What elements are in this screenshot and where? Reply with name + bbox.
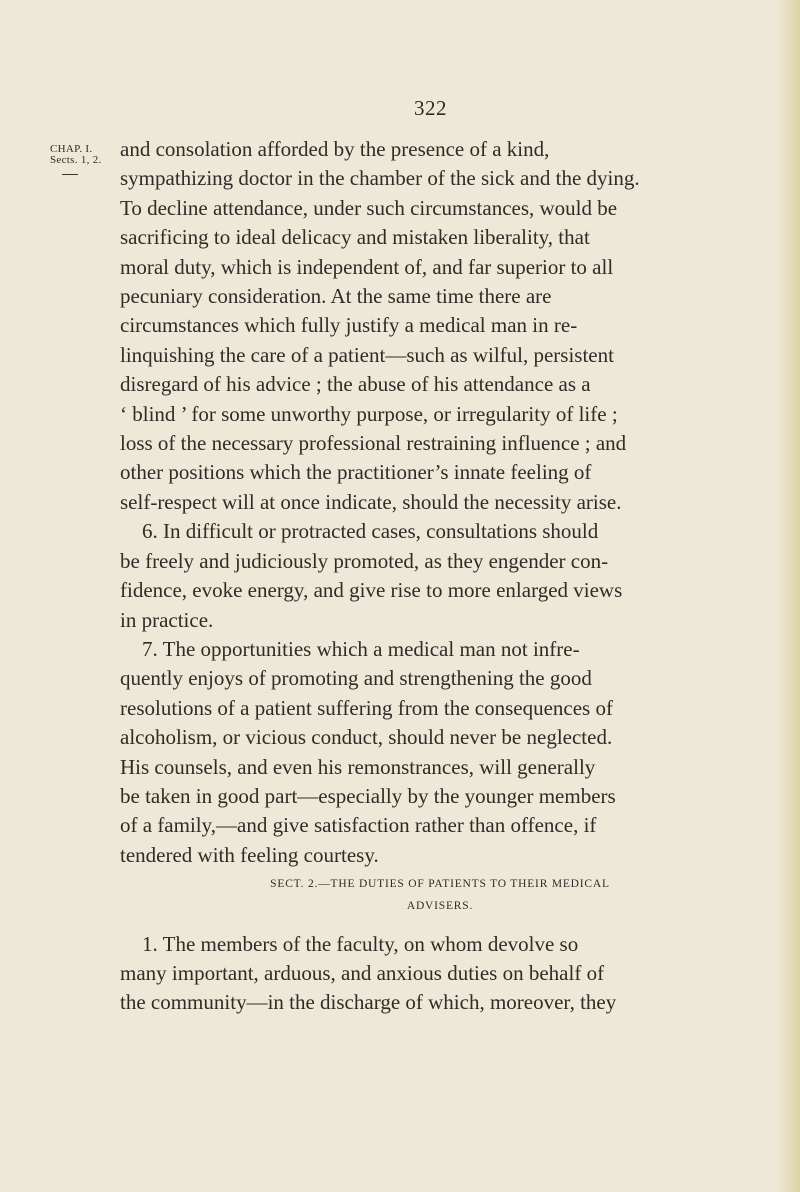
text-line: circumstances which fully justify a medical man in re- bbox=[120, 313, 578, 338]
text-line: other positions which the practitioner’s innate feeling of bbox=[120, 460, 592, 485]
paragraph-1 bbox=[120, 930, 760, 1016]
text-line: in practice. bbox=[120, 607, 214, 632]
text-line: ‘ blind ’ for some unworthy purpose, or irregularity of life ; bbox=[120, 401, 618, 426]
text-line: To decline attendance, under such circumstances, would be bbox=[120, 195, 618, 220]
text-line: 6. In difficult or protracted cases, consultations should bbox=[142, 519, 599, 544]
text-line: tendered with feeling courtesy. bbox=[120, 842, 379, 867]
text-line: 1. The members of the faculty, on whom devolve so bbox=[142, 932, 579, 956]
text-line: fidence, evoke energy, and give rise to more enlarged views bbox=[120, 578, 623, 603]
margin-note bbox=[50, 144, 110, 175]
paragraph-6 bbox=[120, 517, 760, 635]
text-line: His counsels, and even his remonstrances, will generally bbox=[120, 754, 596, 779]
text-line: alcoholism, or vicious conduct, should never be neglected. bbox=[120, 725, 613, 750]
text-line: self-respect will at once indicate, should the necessity arise. bbox=[120, 489, 622, 514]
text-line: be taken in good part—especially by the younger members bbox=[120, 783, 616, 808]
text-line: the community—in the discharge of which, moreover, they bbox=[120, 989, 617, 1014]
margin-note-dash bbox=[62, 174, 78, 175]
section-heading bbox=[120, 873, 760, 917]
text-line: pecuniary consideration. At the same time there are bbox=[120, 284, 552, 309]
text-line: quently enjoys of promoting and strengthening the good bbox=[120, 666, 592, 691]
text-line: linquishing the care of a patient—such as wilful, persistent bbox=[120, 342, 614, 367]
margin-note-chapter: CHAP. I. bbox=[50, 143, 93, 155]
text-line: of a family,—and give satisfaction rather than offence, if bbox=[120, 813, 597, 838]
text-line: sympathizing doctor in the chamber of the sick and the dying. bbox=[120, 166, 640, 191]
section-heading-line-2: ADVISERS. bbox=[406, 900, 474, 912]
text-line: many important, arduous, and anxious duties on behalf of bbox=[120, 960, 605, 985]
section-heading-line-1: SECT. 2.—THE DUTIES OF PATIENTS TO THEIR MEDICAL bbox=[270, 878, 610, 890]
text-line: moral duty, which is independent of, and far superior to all bbox=[120, 254, 614, 279]
text-line: be freely and judiciously promoted, as they engender con- bbox=[120, 548, 609, 573]
text-line: disregard of his advice ; the abuse of his attendance as a bbox=[120, 372, 591, 397]
paragraph-continued bbox=[120, 135, 760, 517]
text-line: resolutions of a patient suffering from the consequences of bbox=[120, 695, 613, 720]
paragraph-7 bbox=[120, 635, 760, 870]
page-number: 322 bbox=[414, 96, 447, 120]
text-line: 7. The opportunities which a medical man not infre- bbox=[142, 636, 580, 661]
section-2-text bbox=[120, 930, 760, 1016]
margin-note-sections: Sects. 1, 2. bbox=[50, 154, 102, 166]
page-edge-shadow bbox=[776, 0, 800, 1192]
text-line: and consolation afforded by the presence of a kind, bbox=[120, 137, 550, 161]
text-line: loss of the necessary professional restraining influence ; and bbox=[120, 431, 627, 456]
body-text bbox=[120, 135, 760, 870]
text-line: sacrificing to ideal delicacy and mistaken liberality, that bbox=[120, 225, 590, 250]
